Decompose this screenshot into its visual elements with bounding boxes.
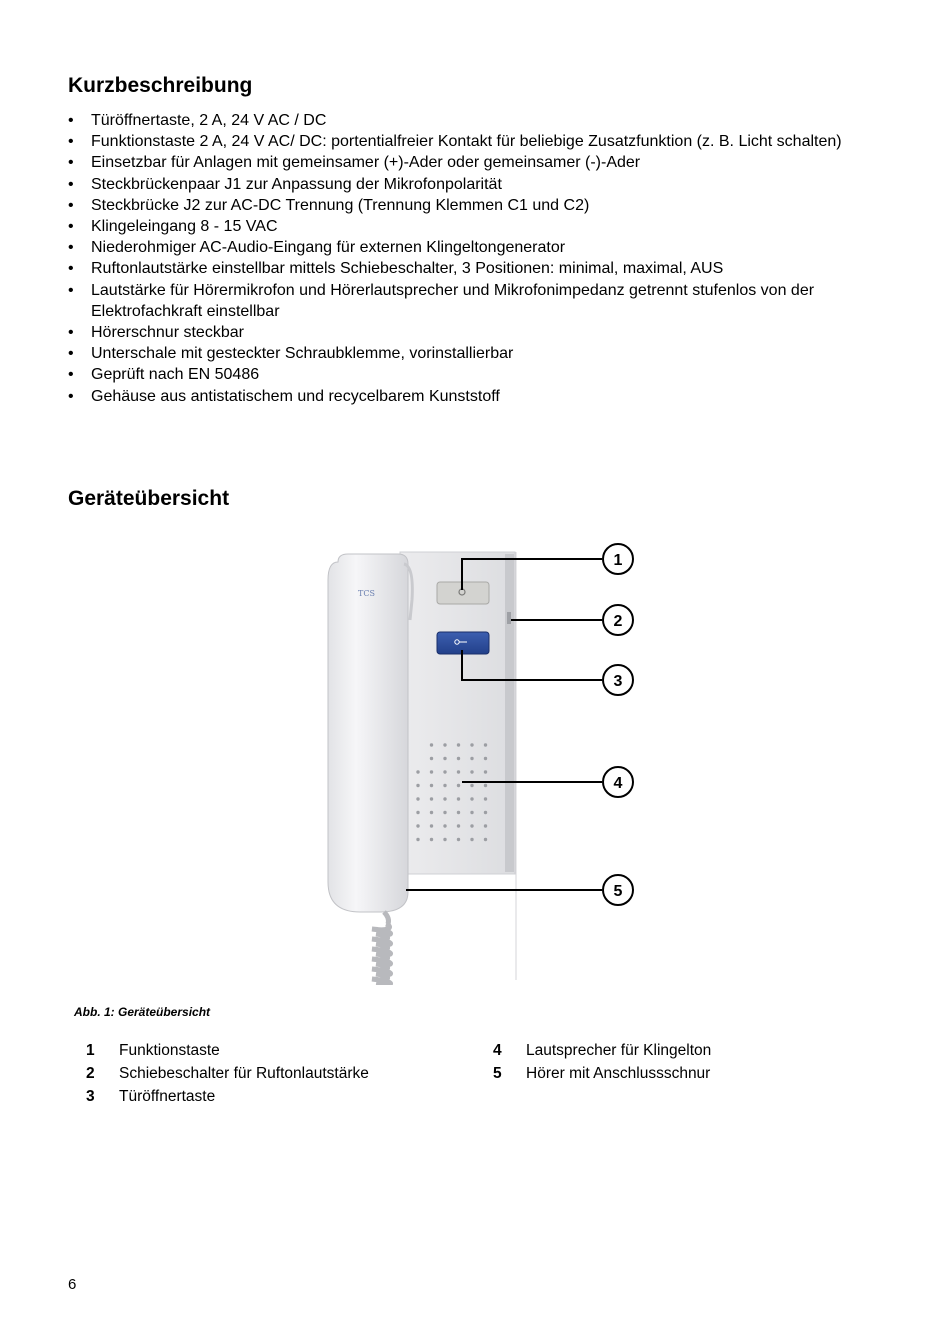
grille-dot (457, 757, 460, 760)
grille-dot (484, 757, 487, 760)
grille-dot (484, 784, 487, 787)
legend-row (493, 1062, 873, 1085)
grille-dot (470, 797, 473, 800)
svg-text:4: 4 (613, 775, 623, 792)
svg-text:1: 1 (613, 552, 623, 569)
grille-dot (443, 757, 446, 760)
intercom-illustration (300, 540, 650, 985)
handset (328, 554, 408, 912)
grille-dot (470, 838, 473, 841)
legend-text: Türöffnertaste (119, 1088, 216, 1105)
legend-row (493, 1039, 873, 1062)
grille-dot (470, 770, 473, 773)
grille-dot (457, 797, 460, 800)
legend-row (86, 1062, 466, 1085)
legend-text: Hörer mit Anschlussschnur (526, 1065, 711, 1082)
grille-dot (443, 838, 446, 841)
callout-3 (603, 665, 633, 695)
feature-item: • Lautstärke für Hörermikrofon und Hörerlautsprecher und Mikrofonimpedanz getrennt stufenlos von der Elektrofachkraft einstellbar (68, 280, 868, 322)
legend-number: 4 (493, 1042, 502, 1059)
page-number: 6 (68, 1276, 77, 1293)
legend-text: Schiebeschalter für Ruftonlautstärke (119, 1065, 369, 1082)
feature-list (68, 110, 868, 407)
grille-dot (484, 743, 487, 746)
callout-5 (603, 875, 633, 905)
grille-dot (443, 743, 446, 746)
housing-side-shade (505, 554, 514, 872)
grille-dot (484, 811, 487, 814)
grille-dot (416, 797, 419, 800)
grille-dot (457, 838, 460, 841)
feature-item: • Niederohmiger AC-Audio-Eingang für externen Klingeltongenerator (68, 237, 868, 258)
grille-dot (443, 797, 446, 800)
grille-dot (430, 757, 433, 760)
legend-number: 1 (86, 1042, 95, 1059)
grille-dot (470, 811, 473, 814)
brand-logo: TCS (358, 589, 375, 598)
svg-text:5: 5 (613, 883, 623, 900)
grille-dot (457, 743, 460, 746)
device-overview-figure (300, 540, 650, 985)
callout-1 (603, 544, 633, 574)
grille-dot (470, 784, 473, 787)
feature-item: • Türöffnertaste, 2 A, 24 V AC / DC (68, 110, 868, 131)
figure-caption: Abb. 1: Geräteübersicht (74, 1005, 211, 1019)
grille-dot (430, 811, 433, 814)
legend-number: 5 (493, 1065, 502, 1082)
grille-dot (470, 757, 473, 760)
grille-dot (470, 743, 473, 746)
legend-row (86, 1039, 466, 1062)
grille-dot (470, 824, 473, 827)
grille-dot (430, 838, 433, 841)
grille-dot (457, 824, 460, 827)
grille-dot (443, 770, 446, 773)
feature-item: • Gehäuse aus antistatischem und recycelbarem Kunststoff (68, 386, 868, 407)
grille-dot (457, 811, 460, 814)
feature-item: • Steckbrücke J2 zur AC-DC Trennung (Trennung Klemmen C1 und C2) (68, 195, 868, 216)
legend-row (86, 1085, 466, 1108)
grille-dot (484, 838, 487, 841)
grille-dot (457, 770, 460, 773)
slide-switch (507, 612, 511, 624)
grille-dot (416, 811, 419, 814)
legend-number: 3 (86, 1088, 95, 1105)
grille-dot (484, 797, 487, 800)
handset-cord (372, 912, 391, 985)
section-title-kurzbeschreibung: Kurzbeschreibung (68, 74, 253, 97)
feature-item: • Ruftonlautstärke einstellbar mittels Schiebeschalter, 3 Positionen: minimal, maximal, AUS (68, 258, 868, 279)
grille-dot (416, 770, 419, 773)
feature-item: • Klingeleingang 8 - 15 VAC (68, 216, 868, 237)
svg-text:2: 2 (613, 613, 623, 630)
grille-dot (416, 784, 419, 787)
grille-dot (443, 784, 446, 787)
feature-item: • Funktionstaste 2 A, 24 V AC/ DC: portentialfreier Kontakt für beliebige Zusatzfunktion (z. B. Licht schalten) (68, 131, 868, 152)
figure-legend-right (493, 1039, 873, 1085)
figure-legend-left (86, 1039, 466, 1108)
grille-dot (443, 811, 446, 814)
feature-item: • Hörerschnur steckbar (68, 322, 868, 343)
grille-dot (443, 824, 446, 827)
feature-item: • Geprüft nach EN 50486 (68, 364, 868, 385)
feature-item: • Unterschale mit gesteckter Schraubklemme, vorinstallierbar (68, 343, 868, 364)
legend-number: 2 (86, 1065, 95, 1082)
grille-dot (430, 770, 433, 773)
feature-item: • Steckbrückenpaar J1 zur Anpassung der Mikrofonpolarität (68, 174, 868, 195)
feature-item: • Einsetzbar für Anlagen mit gemeinsamer (+)-Ader oder gemeinsamer (-)-Ader (68, 152, 868, 173)
legend-text: Lautsprecher für Klingelton (526, 1042, 712, 1059)
legend-text: Funktionstaste (119, 1042, 220, 1059)
section-title-geraeteuebersicht: Geräteübersicht (68, 487, 230, 510)
grille-dot (430, 743, 433, 746)
grille-dot (430, 824, 433, 827)
grille-dot (416, 824, 419, 827)
grille-dot (430, 784, 433, 787)
grille-dot (484, 824, 487, 827)
svg-text:3: 3 (613, 673, 623, 690)
callout-4 (603, 767, 633, 797)
callout-2 (603, 605, 633, 635)
grille-dot (430, 797, 433, 800)
grille-dot (457, 784, 460, 787)
grille-dot (484, 770, 487, 773)
grille-dot (416, 838, 419, 841)
